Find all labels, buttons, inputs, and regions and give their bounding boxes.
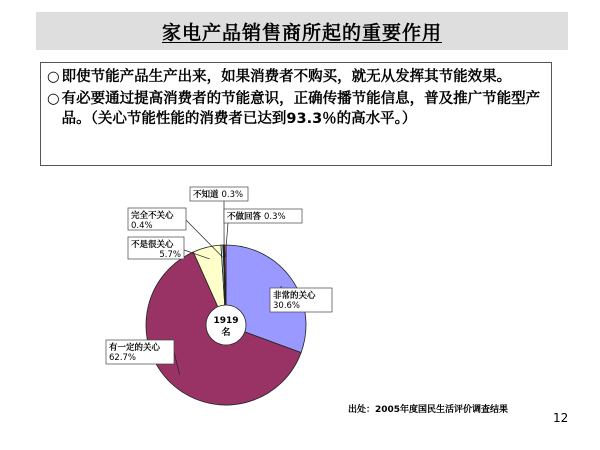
circle-bullet-icon: ○ bbox=[47, 69, 60, 85]
pie-label-name-0: 非常的关心 bbox=[273, 291, 316, 301]
pie-label-name-2: 不是很关心 bbox=[131, 240, 174, 250]
pie-label-value-3: 0.4% bbox=[131, 221, 153, 231]
pie-label-name-1: 有一定的关心 bbox=[109, 343, 161, 353]
pie-label-value-0: 30.6% bbox=[273, 301, 301, 311]
slide-title: 家电产品销售商所起的重要作用 bbox=[161, 21, 442, 44]
pie-center-unit: 名 bbox=[221, 328, 231, 338]
bullet-1-text: 即使节能产品生产出来，如果消费者不购买，就无从发挥其节能效果。 bbox=[61, 69, 512, 85]
pie-label-value-2: 5.7% bbox=[159, 250, 181, 260]
pie-center-count: 1919 bbox=[213, 316, 239, 326]
pie-label-value-1: 62.7% bbox=[109, 353, 137, 363]
pie-label-5: 不做回答 0.3% bbox=[227, 212, 286, 222]
pie-label-name-3: 完全不关心 bbox=[131, 211, 174, 221]
circle-bullet-icon: ○ bbox=[47, 91, 60, 107]
page-number: 12 bbox=[553, 411, 569, 425]
bullet-2-text: 有必要通过提高消费者的节能意识，正确传播节能信息，普及推广节能型产品。（关心节能性能的消费者已达到93.3％的高水平。） bbox=[61, 91, 541, 127]
source-note: 出处：2005年度国民生活评价调查结果 bbox=[348, 405, 509, 415]
pie-label-4: 不知道 0.3% bbox=[193, 190, 244, 200]
